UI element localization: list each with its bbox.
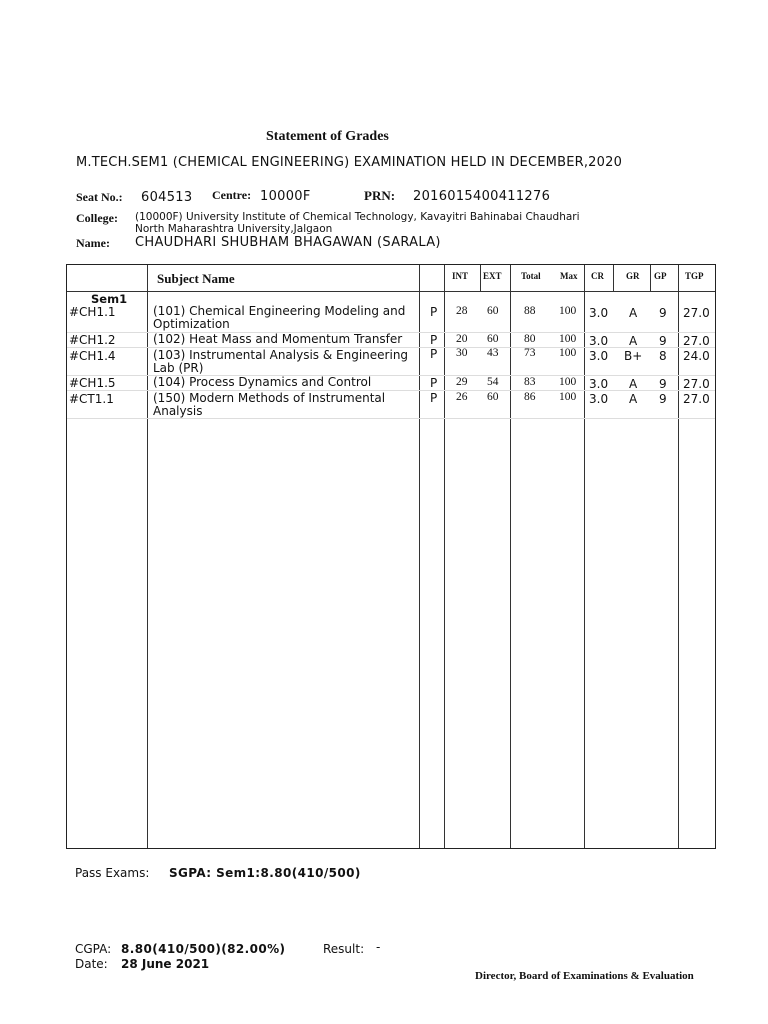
max-marks: 100 bbox=[559, 347, 577, 359]
total-grade-points: 24.0 bbox=[683, 349, 710, 363]
course-code: #CH1.2 bbox=[69, 333, 116, 347]
total-marks: 80 bbox=[524, 333, 536, 345]
cgpa-value: 8.80(410/500)(82.00%) bbox=[121, 942, 286, 956]
column-divider bbox=[480, 265, 481, 291]
total-marks: 83 bbox=[524, 376, 536, 388]
seat-value: 604513 bbox=[141, 190, 193, 205]
header-subject-name: Subject Name bbox=[157, 271, 235, 286]
seat-label: Seat No.: bbox=[76, 190, 123, 204]
grade: A bbox=[629, 392, 638, 406]
credits: 3.0 bbox=[589, 392, 609, 406]
course-code: #CT1.1 bbox=[69, 392, 114, 406]
prn-value: 2016015400411276 bbox=[413, 189, 551, 204]
course-code: #CH1.1 bbox=[69, 305, 116, 319]
header-int: INT bbox=[452, 271, 469, 281]
grade: A bbox=[629, 377, 638, 391]
header-total: Total bbox=[521, 271, 541, 281]
ext-marks: 60 bbox=[487, 391, 499, 403]
header-divider bbox=[67, 291, 715, 292]
name-label: Name: bbox=[76, 236, 110, 250]
column-divider bbox=[444, 265, 445, 848]
pass-exams-label: Pass Exams: bbox=[75, 866, 150, 880]
total-grade-points: 27.0 bbox=[683, 306, 710, 320]
column-divider bbox=[419, 265, 420, 848]
director-signature-line: Director, Board of Examinations & Evaluation bbox=[475, 970, 694, 982]
college-label: College: bbox=[76, 211, 118, 225]
total-grade-points: 27.0 bbox=[683, 392, 710, 406]
total-marks: 86 bbox=[524, 391, 536, 403]
subject-name: (104) Process Dynamics and Control bbox=[153, 375, 372, 389]
grade: B+ bbox=[624, 349, 643, 363]
total-marks: 88 bbox=[524, 305, 536, 317]
row-divider bbox=[67, 418, 715, 419]
result-value: - bbox=[376, 940, 381, 954]
date-value: 28 June 2021 bbox=[121, 957, 210, 971]
subject-name: (103) Instrumental Analysis & Engineering Lab (PR) bbox=[153, 348, 409, 375]
header-gr: GR bbox=[626, 271, 640, 281]
credits: 3.0 bbox=[589, 334, 609, 348]
max-marks: 100 bbox=[559, 376, 577, 388]
header-ext: EXT bbox=[483, 271, 502, 281]
column-divider bbox=[584, 265, 585, 848]
course-code: #CH1.4 bbox=[69, 349, 116, 363]
sgpa-value: SGPA: Sem1:8.80(410/500) bbox=[169, 866, 361, 880]
subject-name: (101) Chemical Engineering Modeling and Optimization bbox=[153, 304, 406, 331]
max-marks: 100 bbox=[559, 391, 577, 403]
grade: A bbox=[629, 306, 638, 320]
semester-label: Sem1 bbox=[91, 292, 128, 306]
status: P bbox=[430, 333, 438, 347]
max-marks: 100 bbox=[559, 305, 577, 317]
int-marks: 26 bbox=[456, 391, 468, 403]
exam-description: M.TECH.SEM1 (CHEMICAL ENGINEERING) EXAMINATION HELD IN DECEMBER,2020 bbox=[76, 155, 623, 170]
int-marks: 20 bbox=[456, 333, 468, 345]
course-code: #CH1.5 bbox=[69, 376, 116, 390]
ext-marks: 43 bbox=[487, 347, 499, 359]
subject-name: (102) Heat Mass and Momentum Transfer bbox=[153, 332, 403, 346]
result-label: Result: bbox=[323, 942, 365, 956]
int-marks: 28 bbox=[456, 305, 468, 317]
credits: 3.0 bbox=[589, 377, 609, 391]
college-line-2: North Maharashtra University,Jalgaon bbox=[135, 223, 333, 235]
ext-marks: 54 bbox=[487, 376, 499, 388]
page-title: Statement of Grades bbox=[266, 129, 389, 144]
header-tgp: TGP bbox=[685, 271, 704, 281]
status: P bbox=[430, 376, 438, 390]
header-cr: CR bbox=[591, 271, 604, 281]
grade-points: 8 bbox=[659, 349, 667, 363]
ext-marks: 60 bbox=[487, 333, 499, 345]
credits: 3.0 bbox=[589, 349, 609, 363]
grade-points: 9 bbox=[659, 377, 667, 391]
grade-points: 9 bbox=[659, 334, 667, 348]
subject-name: (150) Modern Methods of Instrumental Analysis bbox=[153, 391, 386, 418]
grade-points: 9 bbox=[659, 392, 667, 406]
grades-table bbox=[66, 264, 716, 849]
int-marks: 30 bbox=[456, 347, 468, 359]
cgpa-label: CGPA: bbox=[75, 942, 112, 956]
total-marks: 73 bbox=[524, 347, 536, 359]
column-divider bbox=[650, 265, 651, 291]
total-grade-points: 27.0 bbox=[683, 377, 710, 391]
header-max: Max bbox=[560, 271, 578, 281]
centre-value: 10000F bbox=[260, 189, 311, 204]
column-divider bbox=[510, 265, 511, 848]
centre-label: Centre: bbox=[212, 188, 252, 202]
column-divider bbox=[613, 265, 614, 291]
status: P bbox=[430, 391, 438, 405]
column-divider bbox=[147, 265, 148, 848]
status: P bbox=[430, 347, 438, 361]
max-marks: 100 bbox=[559, 333, 577, 345]
credits: 3.0 bbox=[589, 306, 609, 320]
total-grade-points: 27.0 bbox=[683, 334, 710, 348]
ext-marks: 60 bbox=[487, 305, 499, 317]
column-divider bbox=[678, 265, 679, 848]
grade: A bbox=[629, 334, 638, 348]
prn-label: PRN: bbox=[364, 188, 396, 203]
date-label: Date: bbox=[75, 957, 108, 971]
status: P bbox=[430, 305, 438, 319]
student-name: CHAUDHARI SHUBHAM BHAGAWAN (SARALA) bbox=[135, 235, 441, 250]
header-gp: GP bbox=[654, 271, 667, 281]
college-line-1: (10000F) University Institute of Chemical Technology, Kavayitri Bahinabai Chaudhari bbox=[135, 211, 580, 223]
int-marks: 29 bbox=[456, 376, 468, 388]
grade-points: 9 bbox=[659, 306, 667, 320]
